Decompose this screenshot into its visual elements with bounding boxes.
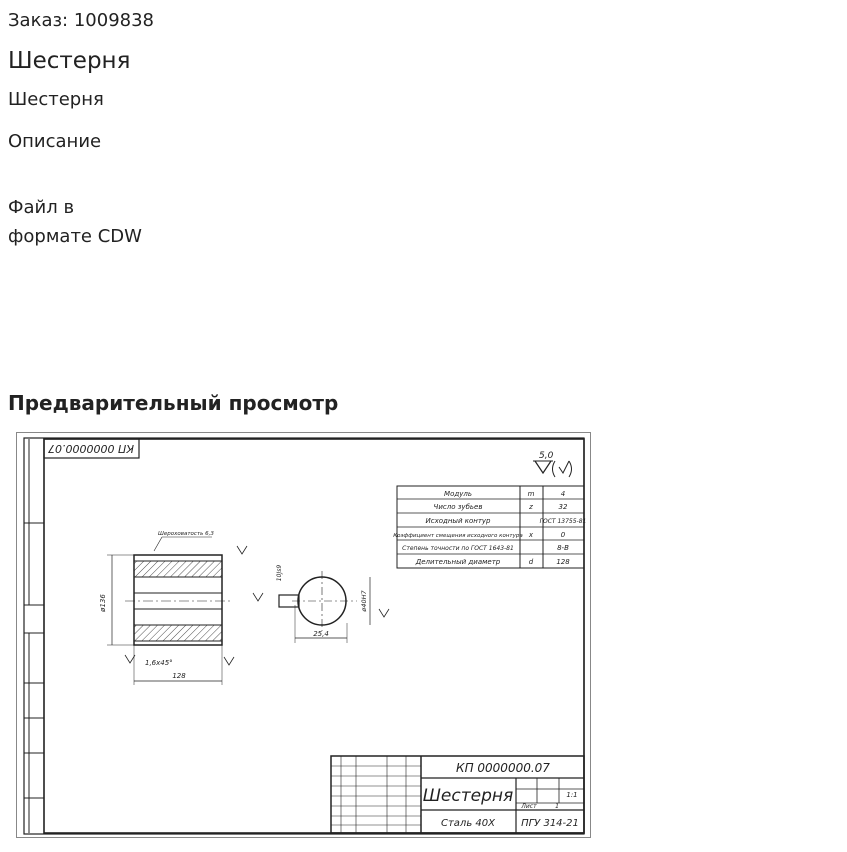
order-label: Заказ: <box>8 10 69 31</box>
description-label: Описание <box>8 131 102 152</box>
param-val: ГОСТ 13755-81 <box>539 518 587 525</box>
order-value: 1009838 <box>73 10 155 31</box>
param-val: 0 <box>560 531 566 539</box>
gear-section-view <box>99 531 247 685</box>
dim-diameter: ø136 <box>99 594 107 612</box>
param-val: 32 <box>558 503 568 511</box>
param-sym: z <box>529 503 533 511</box>
roughness-value: 5,0 <box>539 451 554 461</box>
bore-section-view <box>253 565 389 643</box>
title-scale: 1:1 <box>566 791 578 799</box>
param-sym: x <box>528 531 534 539</box>
product-subtitle: Шестерня <box>8 89 104 110</box>
file-format-link[interactable] <box>8 193 142 251</box>
param-sym: d <box>528 558 534 566</box>
top-stamp: КП 0000000.07 <box>47 442 135 455</box>
dim-chamfer: 1,6х45° <box>145 659 173 667</box>
title-part-name: Шестерня <box>422 786 514 806</box>
gear-note: Шероховатость 6,3 <box>158 531 214 537</box>
product-title: Шестерня <box>8 48 131 74</box>
param-name: Делительный диаметр <box>415 558 501 566</box>
title-sheets: 1 <box>555 803 559 810</box>
title-org: ПГУ 314-21 <box>521 818 579 829</box>
param-name: Модуль <box>444 490 472 498</box>
param-name: Степень точности по ГОСТ 1643-81 <box>402 545 514 552</box>
preview-heading: Предварительный просмотр <box>8 391 339 415</box>
param-val: 8-В <box>557 544 569 552</box>
params-table <box>393 486 586 568</box>
order-number <box>8 10 154 31</box>
title-designation: КП 0000000.07 <box>456 761 550 775</box>
technical-drawing <box>17 433 590 837</box>
dim-bore: ø40Н7 <box>360 590 368 612</box>
dim-hub: 25,4 <box>313 630 329 638</box>
title-block <box>331 756 584 833</box>
dim-key: 10Js9 <box>276 564 283 582</box>
dim-width: 128 <box>172 672 186 680</box>
param-name: Число зубьев <box>433 503 483 511</box>
param-val: 4 <box>560 490 566 498</box>
param-name: Коэффициент смещения исходного контура <box>393 533 523 539</box>
param-sym: m <box>527 490 535 498</box>
title-sheet-label: Лист <box>521 803 537 810</box>
param-val: 128 <box>556 558 570 566</box>
preview-image[interactable] <box>16 432 591 838</box>
param-name: Исходный контур <box>425 517 491 525</box>
file-format-line1: Файл в <box>8 197 75 218</box>
file-format-line2: формате CDW <box>8 226 142 247</box>
title-material: Сталь 40Х <box>441 818 495 829</box>
